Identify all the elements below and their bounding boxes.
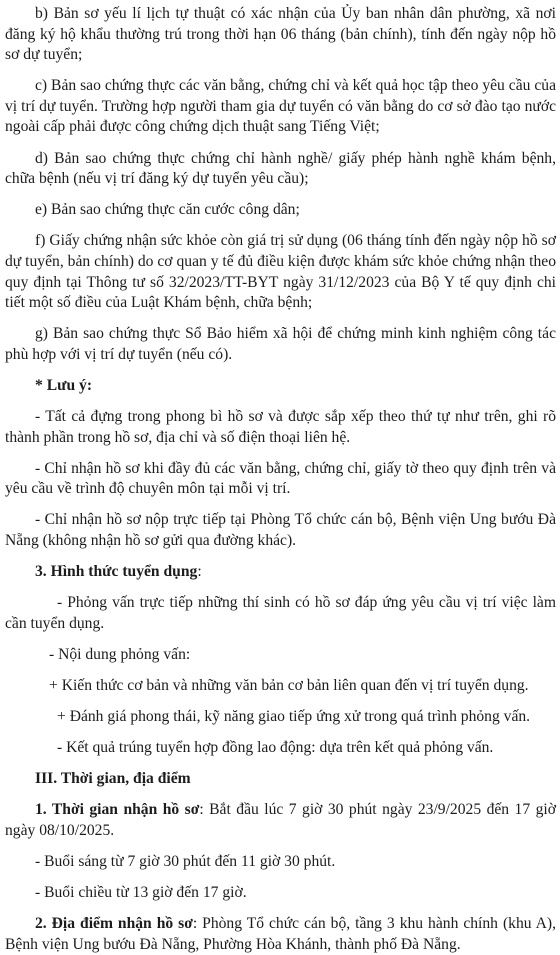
time-label: 1. Thời gian nhận hồ sơ xyxy=(35,801,200,819)
time-paragraph xyxy=(5,800,556,841)
section-3-heading xyxy=(5,562,556,583)
place-label: 2. Địa điểm nhận hồ sơ xyxy=(35,915,193,933)
note-3: - Chỉ nhận hồ sơ nộp trực tiếp tại Phòng Tổ chức cán bộ, Bệnh viện Ung bướu Đà Nẵng (không nhận hồ sơ gửi qua đường khác). xyxy=(5,511,556,549)
note-2: - Chỉ nhận hồ sơ khi đầy đủ các văn bằng, chứng chỉ, giấy tờ theo quy định trên và yêu cầu về trình độ chuyên môn tại mỗi vị trí. xyxy=(5,459,556,498)
section-3-p4: + Đánh giá phong thái, kỹ năng giao tiếp ứng xử trong quá trình phỏng vấn. xyxy=(57,708,531,726)
note-heading xyxy=(5,376,556,397)
afternoon-hours: - Buổi chiều từ 13 giờ đến 17 giờ. xyxy=(35,884,247,902)
time-text: : Bắt đầu lúc 7 giờ 30 phút ngày 23/9/2025 đến 17 giờ ngày 08/10/2025. xyxy=(5,801,556,839)
section-3-p1: - Phỏng vấn trực tiếp những thí sinh có hồ sơ đáp ứng yêu cầu vị trí việc làm cần tuyển dụng. xyxy=(5,594,556,632)
place-paragraph xyxy=(5,914,556,955)
item-e: e) Bản sao chứng thực căn cước công dân; xyxy=(35,201,300,219)
section-3-heading-text: 3. Hình thức tuyển dụng xyxy=(35,563,198,581)
item-f: f) Giấy chứng nhận sức khỏe còn giá trị sử dụng (06 tháng tính đến ngày nộp hồ sơ dự tuyển, bản chính) do cơ quan y tế đủ điều kiện được khám sức khỏe chứng nhận theo quy định tại Thông tư số 32/2023/TT-BYT ngày 31/12/2023 của Bộ Y tế quy định chi tiết một số điều của Luật Khám bệnh, chữa bệnh; xyxy=(5,232,556,312)
place-text: : Phòng Tổ chức cán bộ, tầng 3 khu hành chính (khu A), Bệnh viện Ung bướu Đà Nẵng, Phường Hòa Khánh, thành phố Đà Nẵng. xyxy=(5,915,556,953)
item-d: d) Bản sao chứng thực chứng chỉ hành nghề/ giấy phép hành nghề khám bệnh, chữa bệnh (nếu vị trí đăng ký dự tuyển yêu cầu); xyxy=(5,149,556,188)
section-3-p3: + Kiến thức cơ bản và những văn bản cơ bản liên quan đến vị trí tuyển dụng. xyxy=(49,676,529,694)
morning-hours: - Buổi sáng từ 7 giờ 30 phút đến 11 giờ 30 phút. xyxy=(35,853,336,870)
item-g: g) Bản sao chứng thực Sổ Bảo hiểm xã hội để chứng minh kinh nghiệm công tác phù hợp với vị trí dự tuyển (nếu có). xyxy=(5,325,556,363)
note-heading-text: * Lưu ý: xyxy=(35,376,93,394)
item-c: c) Bản sao chứng thực các văn bằng, chứng chỉ và kết quả học tập theo yêu cầu của vị trí dự tuyển. Trường hợp người tham gia dự tuyển có văn bằng do cơ sở đào tạo nước ngoài cấp phải được công chứng dịch thuật sang Tiếng Việt; xyxy=(5,77,556,136)
note-1: - Tất cả đựng trong phong bì hồ sơ và được sắp xếp theo thứ tự như trên, ghi rõ thành phần trong hồ sơ, địa chỉ và số điện thoại liên hệ. xyxy=(5,408,556,446)
section-III-heading-text: III. Thời gian, địa điểm xyxy=(35,770,191,788)
item-b: b) Bản sơ yếu lí lịch tự thuật có xác nhận của Ủy ban nhân dân phường, xã nơi đăng ký hộ khẩu thường trú trong thời hạn 06 tháng (bản chính), tính đến ngày nộp hồ sơ dự tuyển; xyxy=(5,5,556,64)
section-3-p5: - Kết quả trúng tuyển hợp đồng lao động: dựa trên kết quả phỏng vấn. xyxy=(57,739,494,757)
section-III-heading xyxy=(5,769,556,790)
section-3-colon: : xyxy=(197,563,202,581)
section-3-p2: - Nội dung phỏng vấn: xyxy=(49,645,191,663)
